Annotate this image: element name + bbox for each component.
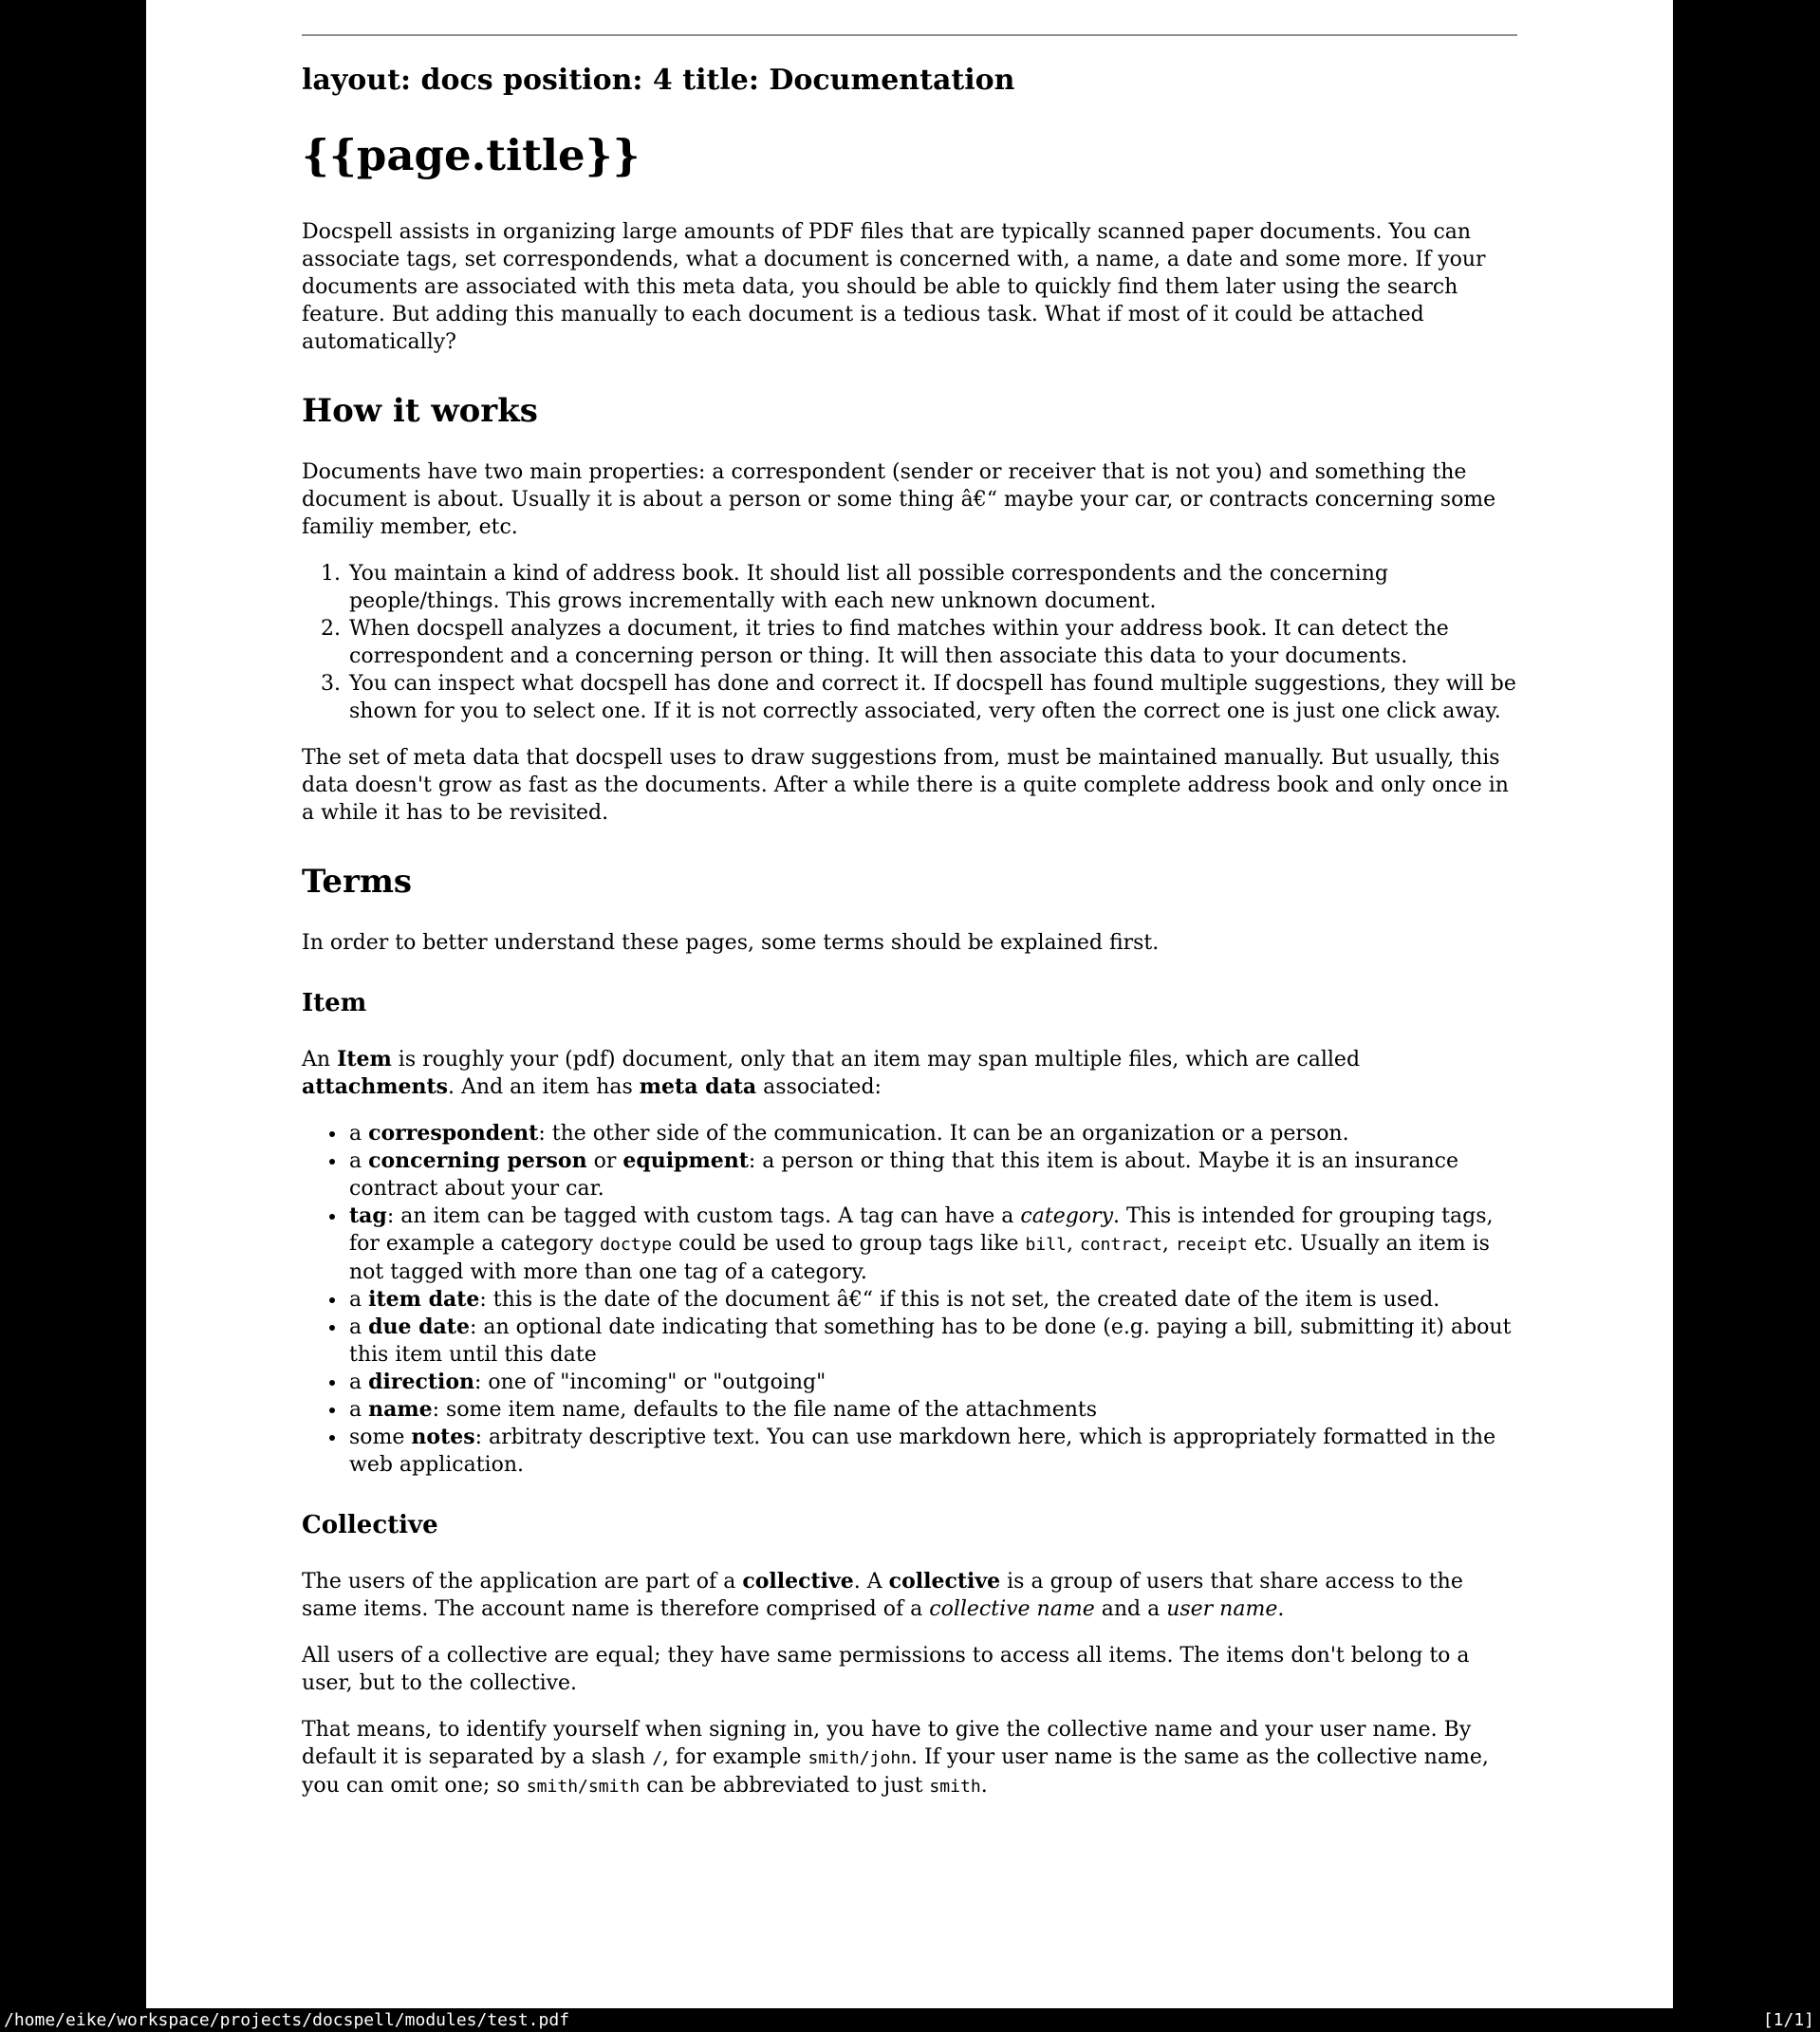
frontmatter-heading: layout: docs position: 4 title: Documentation	[302, 64, 1015, 97]
collective-signin-paragraph: That means, to identify yourself when signing in, you have to give the collective name and your user name. By default it is separated by a slash /, for example smith/john. If your user name is the same as the collective name, you can omit one; so smith/smith can be abbreviated to just smith.	[302, 1718, 1489, 1798]
workflow-step-3: 3. You can inspect what docspell has done and correct it. If docspell has found multiple suggestions, they will be shown for you to select one. If it is not correctly associated, very often the correct one is just one click away.	[347, 670, 1517, 725]
statusbar	[0, 2008, 1820, 2032]
document-page	[146, 0, 1673, 2008]
item-property-direction: • a direction: one of "incoming" or "outgoing"	[347, 1369, 1517, 1396]
how-it-works-heading: How it works	[302, 392, 538, 430]
frontmatter-divider	[302, 34, 1517, 36]
workflow-steps-list	[302, 560, 1517, 725]
item-property-name: • a name: some item name, defaults to the file name of the attachments	[347, 1396, 1517, 1424]
collective-heading: Collective	[302, 1511, 438, 1539]
statusbar-page-indicator: [1/1]	[1762, 2010, 1814, 2030]
statusbar-file-path: /home/eike/workspace/projects/docspell/modules/test.pdf	[4, 2010, 570, 2030]
terms-heading: Terms	[302, 863, 413, 901]
item-property-tag: • tag: an item can be tagged with custom tags. A tag can have a category. This is intended for grouping tags, for example a category doctype could be used to group tags like bill, contract, receipt etc. Usually an item is not tagged with more than one tag of a category.	[347, 1202, 1517, 1286]
terms-intro-paragraph: In order to better understand these pages, some terms should be explained first.	[302, 931, 1160, 955]
item-heading: Item	[302, 989, 367, 1017]
item-intro-paragraph: An Item is roughly your (pdf) document, only that an item may span multiple files, which are called attachments. And an item has meta data associated:	[302, 1047, 1361, 1099]
item-property-notes: • some notes: arbitraty descriptive text. You can use markdown here, which is appropriately formatted in the web application.	[347, 1424, 1517, 1479]
workflow-step-2: 2. When docspell analyzes a document, it tries to find matches within your address book. It can detect the correspondent and a concerning person or thing. It will then associate this data to your documents.	[347, 615, 1517, 670]
how-it-works-paragraph: Documents have two main properties: a correspondent (sender or receiver that is not you) and something the document is about. Usually it is about a person or some thing â€“ maybe your car, or contracts concerning some familiy member, etc.	[302, 460, 1496, 539]
item-property-correspondent: • a correspondent: the other side of the communication. It can be an organization or a person.	[347, 1120, 1517, 1147]
meta-data-note-paragraph: The set of meta data that docspell uses to draw suggestions from, must be maintained manually. But usually, this data doesn't grow as fast as the documents. After a while there is a quite complete address book and only once in a while it has to be revisited.	[302, 746, 1509, 825]
collective-intro-paragraph: The users of the application are part of a collective. A collective is a group of users that share access to the same items. The account name is therefore comprised of a collective name and a user name.	[302, 1569, 1463, 1621]
page-title: {{page.title}}	[302, 130, 641, 180]
item-property-item-date: • a item date: this is the date of the document â€“ if this is not set, the created date of the item is used.	[347, 1286, 1517, 1314]
item-property-concerning: • a concerning person or equipment: a person or thing that this item is about. Maybe it is an insurance contract about your car.	[347, 1147, 1517, 1202]
item-properties-list	[302, 1120, 1517, 1479]
workflow-step-1: 1. You maintain a kind of address book. It should list all possible correspondents and the concerning people/things. This grows incrementally with each new unknown document.	[347, 560, 1517, 615]
item-property-due-date: • a due date: an optional date indicating that something has to be done (e.g. paying a bill, submitting it) about this item until this date	[347, 1314, 1517, 1369]
collective-permissions-paragraph: All users of a collective are equal; they have same permissions to access all items. The items don't belong to a user, but to the collective.	[302, 1644, 1470, 1695]
intro-paragraph: Docspell assists in organizing large amounts of PDF files that are typically scanned paper documents. You can associate tags, set correspondends, what a document is concerned with, a name, a date and some more. If your documents are associated with this meta data, you should be able to quickly find them later using the search feature. But adding this manually to each document is a tedious task. What if most of it could be attached automatically?	[302, 220, 1486, 354]
